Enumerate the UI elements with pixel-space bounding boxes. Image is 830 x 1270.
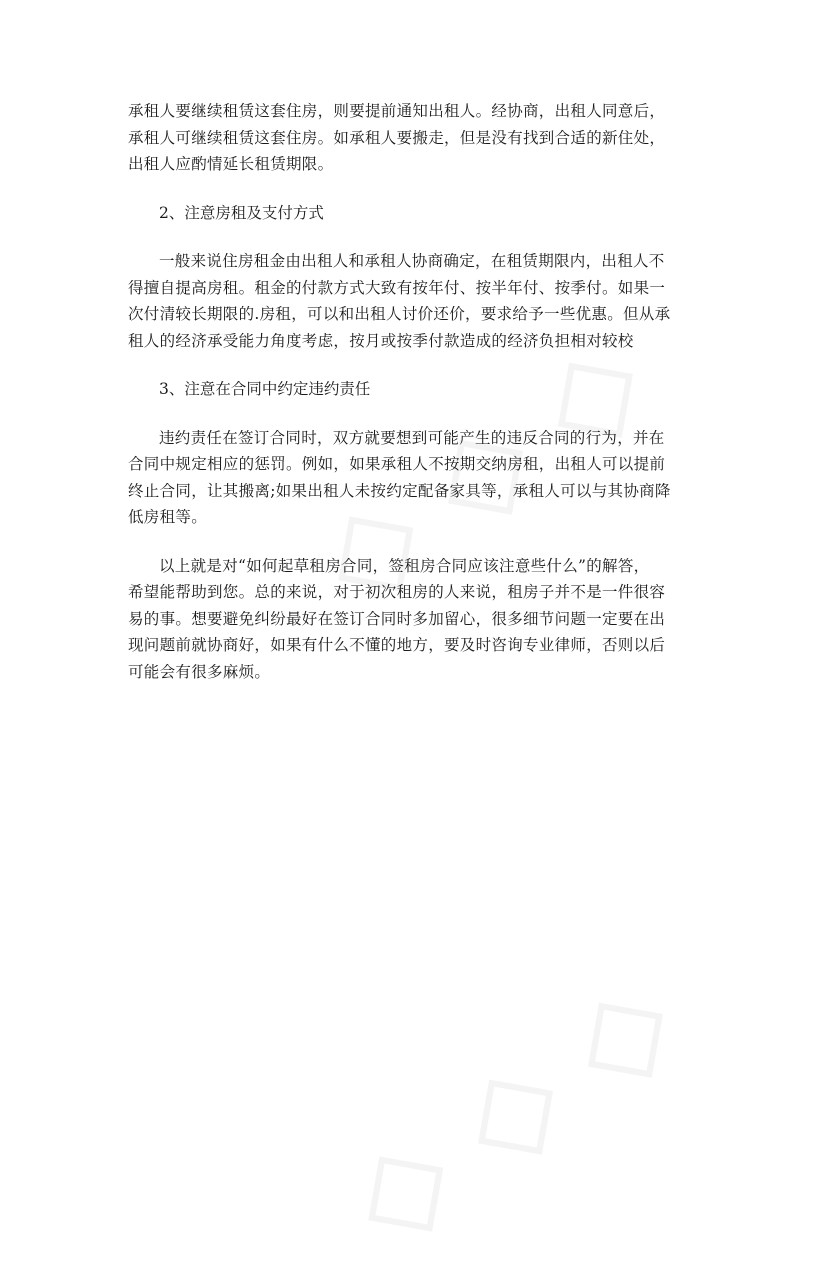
text-line: 现问题前就协商好，如果有什么不懂的地方，要及时咨询专业律师，否则以后: [128, 636, 666, 654]
text-line: 次付清较长期限的.房租，可以和出租人讨价还价，要求给予一些优惠。但从承: [128, 305, 671, 323]
text-line: 一般来说住房租金由出租人和承租人协商确定，在租赁期限内，出租人不: [159, 252, 665, 270]
text-line: 得擅自提高房租。租金的付款方式大致有按年付、按半年付、按季付。如果一: [128, 278, 666, 297]
text-line: 租人的经济承受能力角度考虑，按月或按季付款造成的经济负担相对较校: [128, 331, 634, 350]
text-line: 易的事。想要避免纠纷最好在签订合同时多加留心，很多细节问题一定要在出: [128, 609, 666, 628]
section-heading-rent-payment: 2、注意房租及支付方式: [159, 203, 324, 222]
document-body: [128, 98, 703, 707]
watermark-graphic: [323, 949, 698, 1270]
text-line: 出租人应酌情延长租赁期限。: [128, 155, 334, 173]
text-line: 违约责任在签订合同时，双方就要想到可能产生的违反合同的行为，并在: [159, 428, 665, 447]
text-line: 终止合同，让其搬离;如果出租人未按约定配备家具等，承租人可以与其协商降: [128, 481, 671, 500]
text-line: 希望能帮助到您。总的来说，对于初次租房的人来说，租房子并不是一件很容: [128, 583, 666, 601]
paragraph-rent-payment: [128, 248, 703, 354]
text-line: 承租人可继续租赁这套住房。如承租人要搬走，但是没有找到合适的新住处，: [128, 128, 666, 147]
paragraph-lease-renewal: [128, 98, 703, 178]
paragraph-breach-liability: [128, 425, 703, 531]
section-heading-breach-liability: 3、注意在合同中约定违约责任: [159, 380, 371, 398]
text-line: 低房租等。: [128, 508, 208, 526]
paragraph-conclusion: [128, 553, 703, 686]
text-line: 以上就是对“如何起草租房合同，签租房合同应该注意些什么”的解答，: [159, 556, 650, 575]
text-line: 合同中规定相应的惩罚。例如，如果承租人不按期交纳房租，出租人可以提前: [128, 455, 666, 473]
text-line: 可能会有很多麻烦。: [128, 662, 271, 681]
text-line: 承租人要继续租赁这套住房，则要提前通知出租人。经协商，出租人同意后，: [128, 102, 666, 120]
